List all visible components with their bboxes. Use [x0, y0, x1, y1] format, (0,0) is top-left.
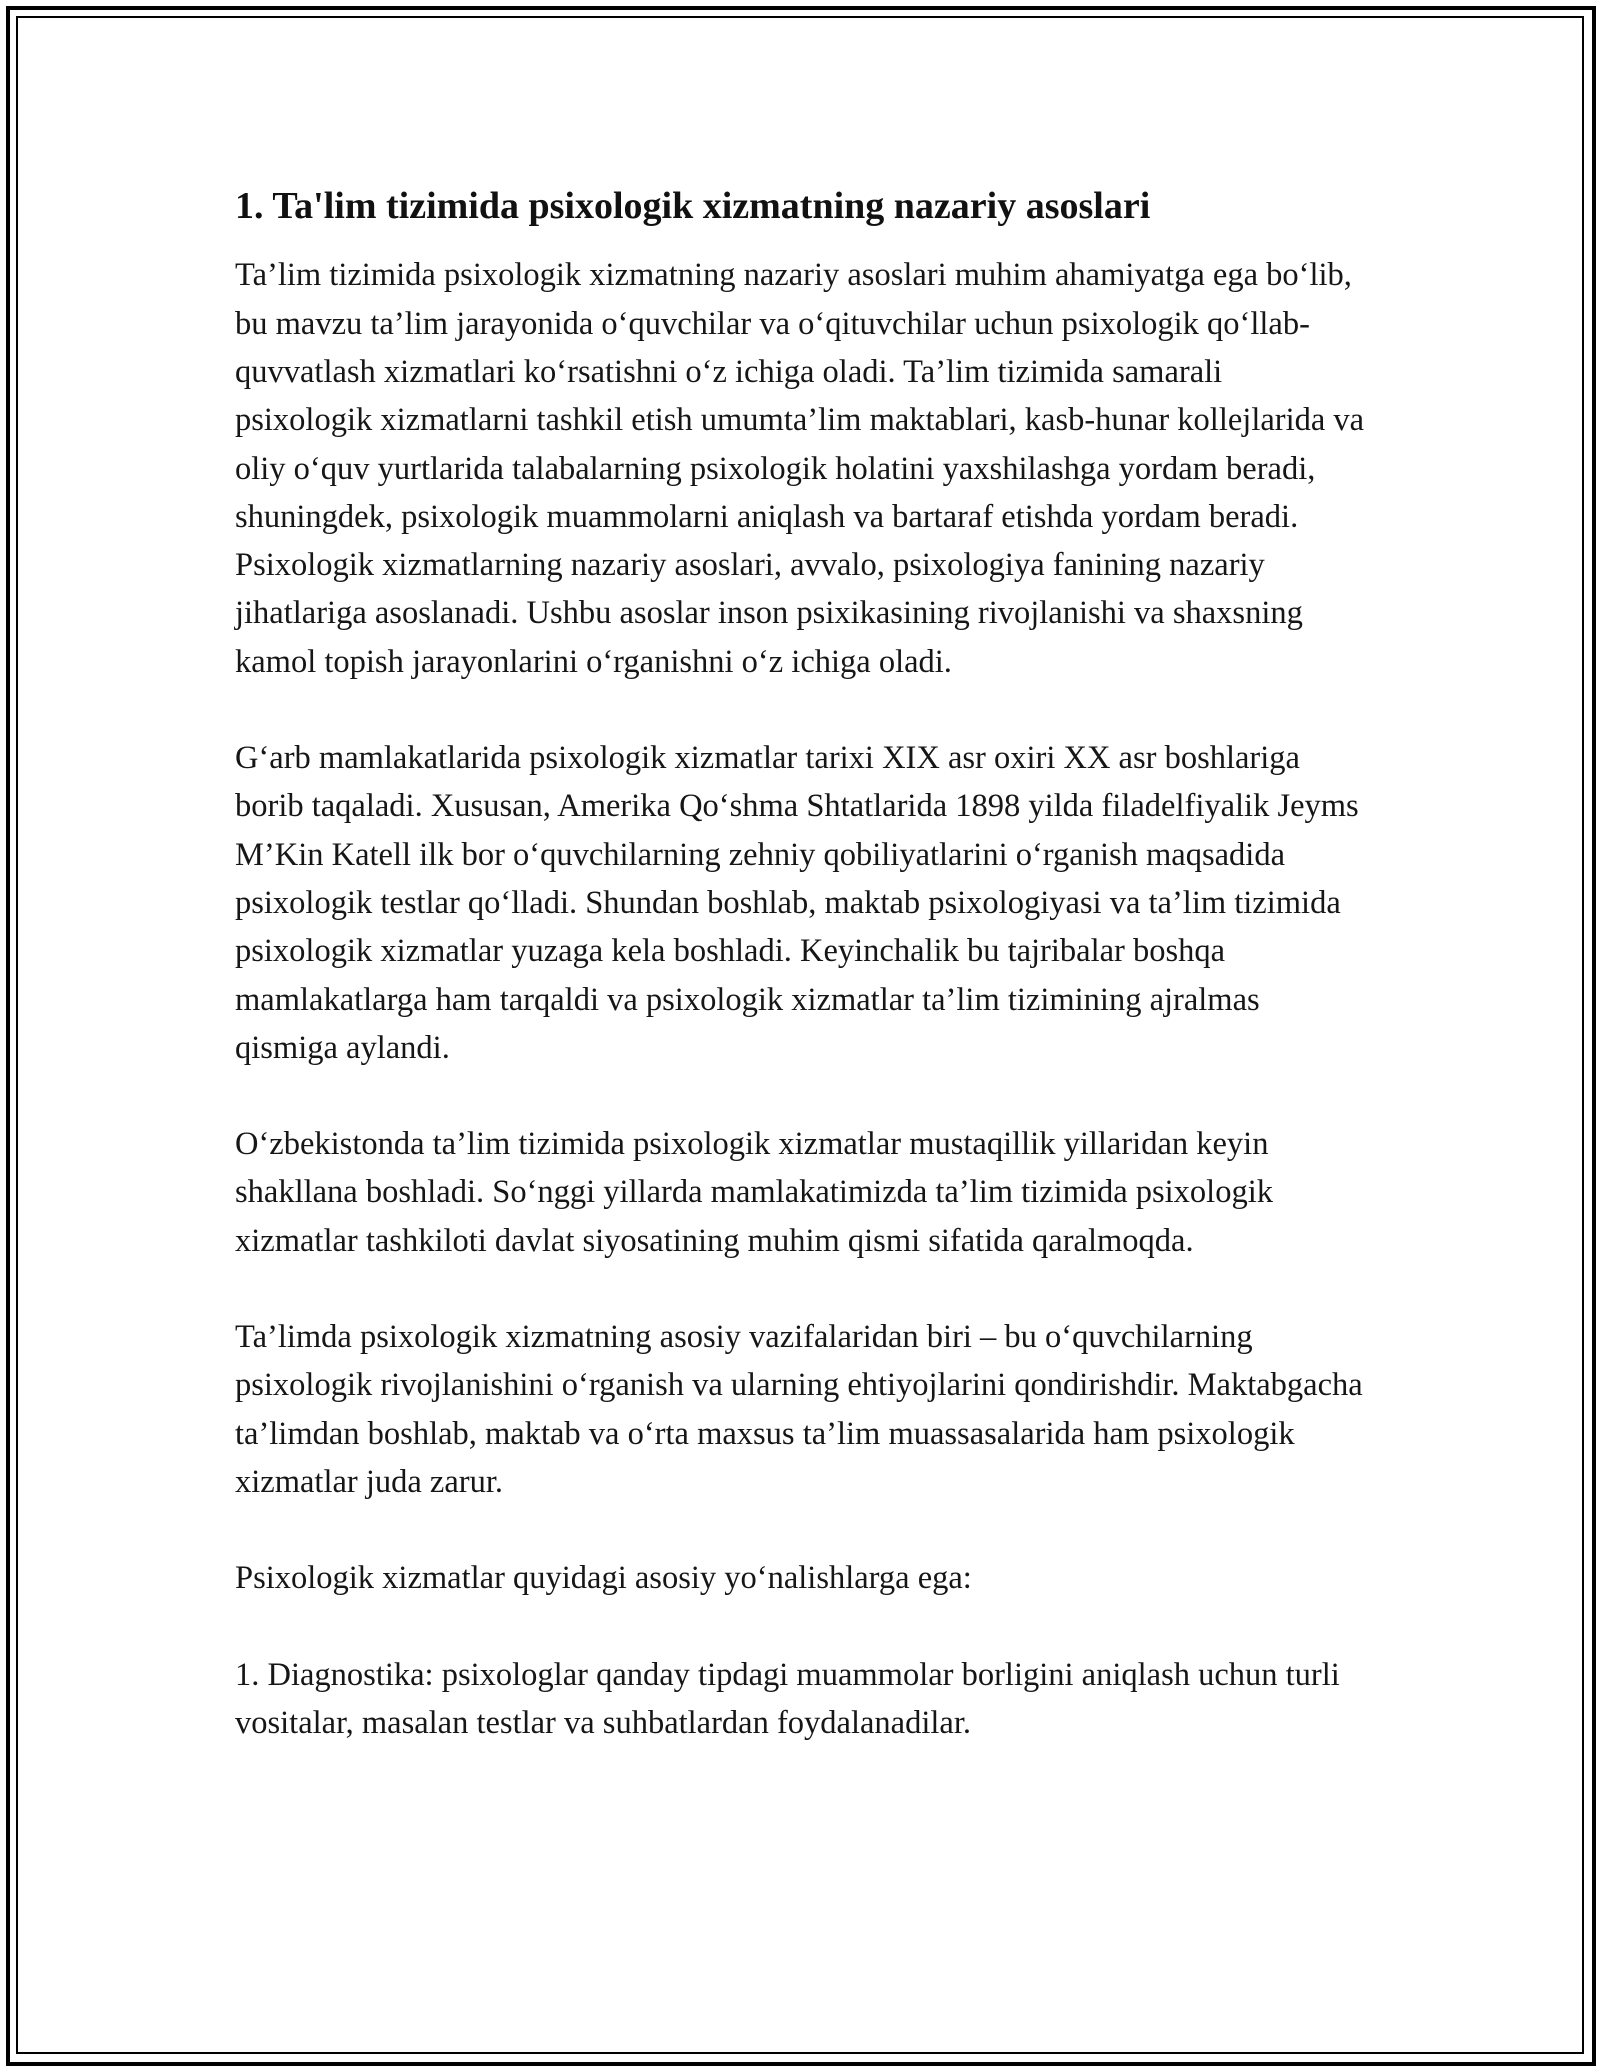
list-item-diagnostics: 1. Diagnostika: psixologlar qanday tipdagi muammolar borligini aniqlash uchun turli vositalar, masalan testlar va suhbatlardan foydalanadilar.	[235, 1656, 1340, 1741]
paragraph-western-history: G‘arb mamlakatlarida psixologik xizmatlar tarixi XIX asr oxiri XX asr boshlariga borib taqaladi. Xususan, Amerika Qo‘shma Shtatlarida 1898 yilda filadelfiyalik Jeyms M’Kin Katell ilk bor o‘quvchilarning zehniy qobiliyatlarini o‘rganish maqsadida psixologik testlar qo‘lladi. Shundan boshlab, maktab psixologiyasi va ta’lim tizimida psixologik xizmatlar yuzaga kela boshladi. Keyinchalik bu tajribalar boshqa mamlakatlarga ham tarqaldi va psixologik xizmatlar ta’lim tizimining ajralmas qismiga aylandi.	[235, 740, 1359, 1066]
paragraph-theory: Ta’lim tizimida psixologik xizmatning nazariy asoslari muhim ahamiyatga ega bo‘lib, bu mavzu ta’lim jarayonida o‘quvchilar va o‘qituvchilar uchun psixologik qo‘llab-quvvatlash xizmatlari ko‘rsatishni o‘z ichiga oladi. Ta’lim tizimida samarali psixologik xizmatlarni tashkil etish umumta’lim maktablari, kasb-hunar kollejlarida va oliy o‘quv yurtlarida talabalarning psixologik holatini yaxshilashga yordam beradi, shuningdek, psixologik muammolarni aniqlash va bartaraf etishda yordam beradi. Psixologik xizmatlarning nazariy asoslari, avvalo, psixologiya fanining nazariy jihatlariga asoslanadi. Ushbu asoslar inson psixikasining rivojlanishi va shaxsning kamol topish jarayonlarini o‘rganishni o‘z ichiga oladi.	[235, 257, 1365, 680]
section-heading: 1. Ta'lim tizimida psixologik xizmatning nazariy asoslari	[235, 185, 1151, 227]
paragraph-directions-intro: Psixologik xizmatlar quyidagi asosiy yo‘nalishlarga ega:	[235, 1560, 972, 1597]
document-body	[235, 182, 1365, 1795]
paragraph-main-tasks: Ta’limda psixologik xizmatning asosiy vazifalaridan biri – bu o‘quvchilarning psixologik rivojlanishini o‘rganish va ularning ehtiyojlarini qondirishdir. Maktabgacha ta’limdan boshlab, maktab va o‘rta maxsus ta’lim muassasalarida ham psixologik xizmatlar juda zarur.	[235, 1319, 1363, 1500]
paragraph-uzbekistan: O‘zbekistonda ta’lim tizimida psixologik xizmatlar mustaqillik yillaridan keyin shakllana boshladi. So‘nggi yillarda mamlakatimizda ta’lim tizimida psixologik xizmatlar tashkiloti davlat siyosatining muhim qismi sifatida qaralmoqda.	[235, 1126, 1273, 1259]
